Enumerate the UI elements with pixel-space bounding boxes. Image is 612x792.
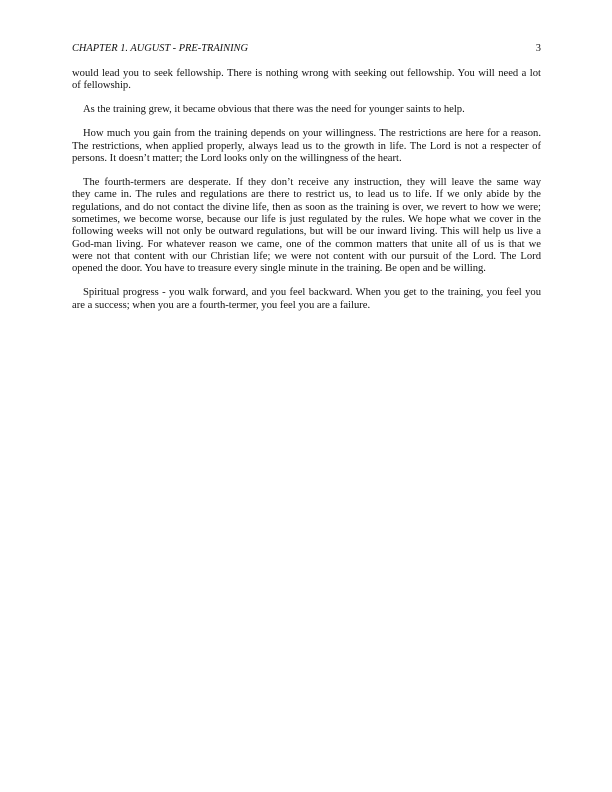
text-line: regulations, and do not contact the divine life, then as soon as the training is over, we revert to how we were; — [72, 201, 541, 213]
paragraph — [72, 68, 541, 93]
text-line: sometimes, we become worse, because our life is just regulated by the rules. We hope what we cover in the — [72, 214, 541, 226]
text-line: opened the door. You have to treasure every single minute in the training. Be open and be willing. — [72, 263, 486, 275]
text-line: How much you gain from the training depends on your willingness. The restrictions are here for a reason. — [83, 128, 541, 140]
text-line: persons. It doesn’t matter; the Lord looks only on the willingness of the heart. — [72, 153, 402, 165]
text-line: are a success; when you are a fourth-termer, you feel you are a failure. — [72, 299, 371, 311]
paragraph — [72, 128, 541, 165]
text-line: The fourth-termers are desperate. If they don’t receive any instruction, they will leave the same way — [83, 177, 541, 189]
paragraph — [72, 177, 541, 275]
text-line: Spiritual progress - you walk forward, and you feel backward. When you get to the training, you feel you — [83, 287, 541, 299]
text-line: would lead you to seek fellowship. There is nothing wrong with seeking out fellowship. You will need a lot — [72, 68, 541, 79]
text-line: God-man living. For whatever reason we came, one of the common matters that unite all of us is that we — [72, 238, 541, 250]
text-line: of fellowship. — [72, 80, 131, 92]
chapter-title: CHAPTER 1. AUGUST - PRE-TRAINING — [72, 43, 248, 54]
running-header — [72, 43, 541, 54]
text-line: following weeks will not only be outward regulations, but will be our inward living. This will help us live a — [72, 226, 541, 238]
paragraph — [72, 104, 541, 116]
page-body — [72, 68, 541, 324]
paragraph — [72, 287, 541, 312]
text-line: The restrictions, when applied properly, always lead us to the growth in life. The Lord is not a respecter of — [72, 140, 541, 152]
text-line: they came in. The rules and regulations are there to restrict us, to lead us to life. If we only abide by the — [72, 189, 541, 201]
text-line: As the training grew, it became obvious that there was the need for younger saints to help. — [83, 104, 465, 116]
text-line: were not that content with our Christian life; we were not content with our pursuit of the Lord. The Lord — [72, 250, 541, 262]
page-number: 3 — [535, 43, 541, 54]
